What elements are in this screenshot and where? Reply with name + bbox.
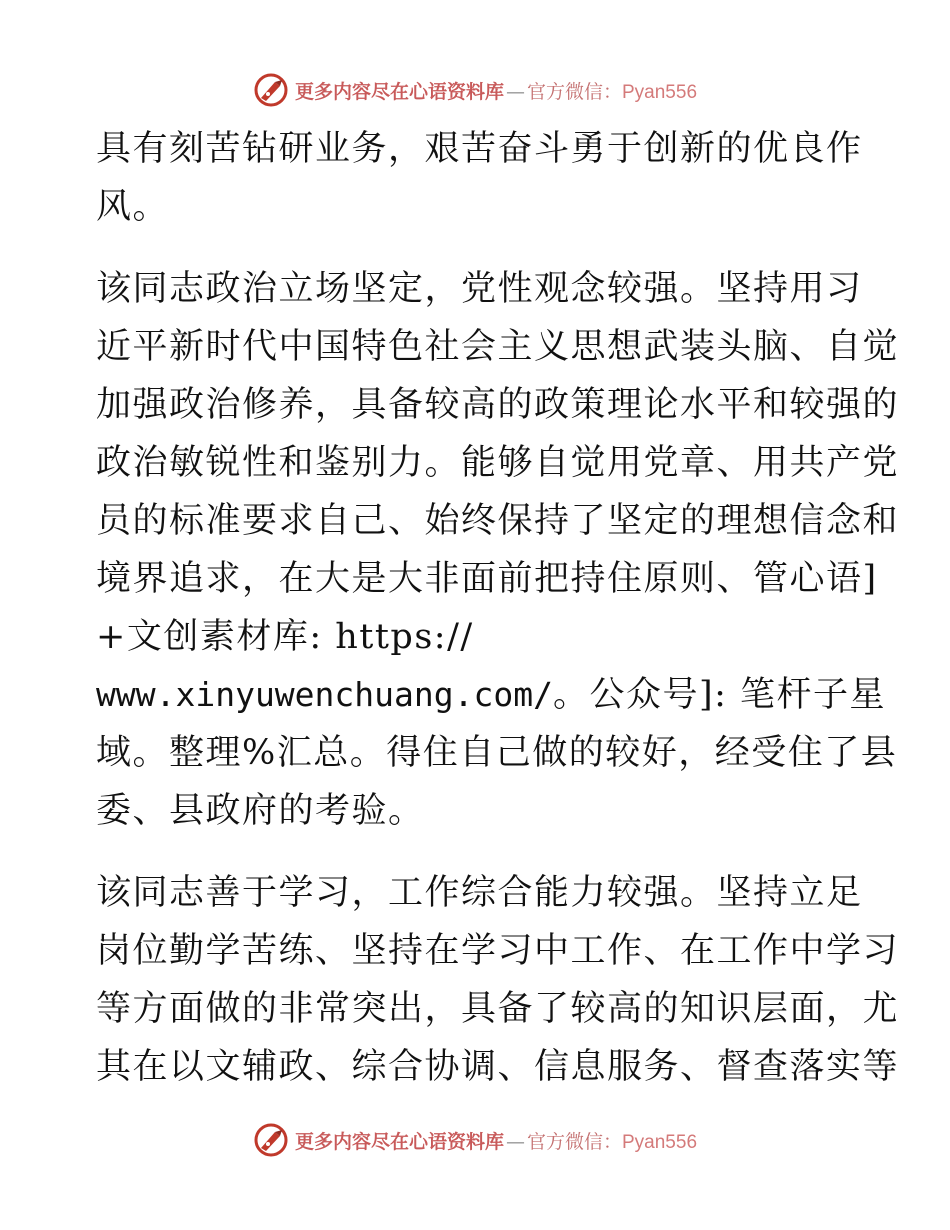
footer-dash: — — [505, 1130, 525, 1153]
text-line: 其在以文辅政、综合协调、信息服务、督查落实等 — [96, 1047, 900, 1087]
text-line: 域。整理%汇总。得住自己做的较好，经受住了县 — [96, 733, 898, 773]
text-line: 等方面做的非常突出，具备了较高的知识层面，尤 — [96, 989, 900, 1029]
footer-main-text: 更多内容尽在心语资料库 — [294, 1130, 504, 1153]
header-account: Pyan556 — [622, 81, 698, 103]
text-line: 该同志政治立场坚定，党性观念较强。坚持用习 — [96, 269, 863, 309]
url-text: www.xinyuwenchuang.com/ — [96, 675, 553, 714]
text-line: 员的标准要求自己、始终保持了坚定的理想信念和 — [96, 501, 900, 541]
text-line: 加强政治修养，具备较高的政策理论水平和较强的 — [96, 385, 900, 425]
paragraph-2 — [96, 260, 900, 840]
pen-nib-logo-icon — [253, 72, 289, 108]
header-dash: — — [505, 80, 525, 103]
text-line: 政治敏锐性和鉴别力。能够自觉用党章、用共产党 — [96, 443, 900, 483]
text-line: 境界追求，在大是大非面前把持住原则、管心语] — [96, 559, 878, 599]
wechat-text: 。公众号]: 笔杆子星 — [552, 675, 887, 715]
text-line: 岗位勤学苦练、坚持在学习中工作、在工作中学习 — [96, 931, 900, 971]
footer-banner — [0, 1120, 950, 1160]
pen-nib-logo-icon — [253, 1122, 289, 1158]
text-line: +文创素材库: https:// — [96, 617, 474, 657]
text-line: 委、县政府的考验。 — [96, 791, 425, 831]
header-text — [295, 77, 697, 104]
text-line: 具有刻苦钻研业务，艰苦奋斗勇于创新的优良作 — [96, 129, 863, 169]
paragraph-3 — [96, 864, 900, 1096]
paragraph-1 — [96, 120, 863, 236]
text-line — [96, 666, 887, 724]
text-line: 近平新时代中国特色社会主义思想武装头脑、自觉 — [96, 327, 900, 367]
footer-label: 官方微信： — [526, 1130, 622, 1153]
header-main-text: 更多内容尽在心语资料库 — [294, 80, 504, 103]
text-line: 风。 — [96, 187, 170, 227]
header-label: 官方微信： — [526, 80, 622, 103]
header-banner — [0, 70, 950, 110]
footer-text — [295, 1127, 697, 1154]
document-body — [96, 120, 900, 1096]
footer-account: Pyan556 — [622, 1131, 698, 1153]
text-line: 该同志善于学习，工作综合能力较强。坚持立足 — [96, 873, 863, 913]
